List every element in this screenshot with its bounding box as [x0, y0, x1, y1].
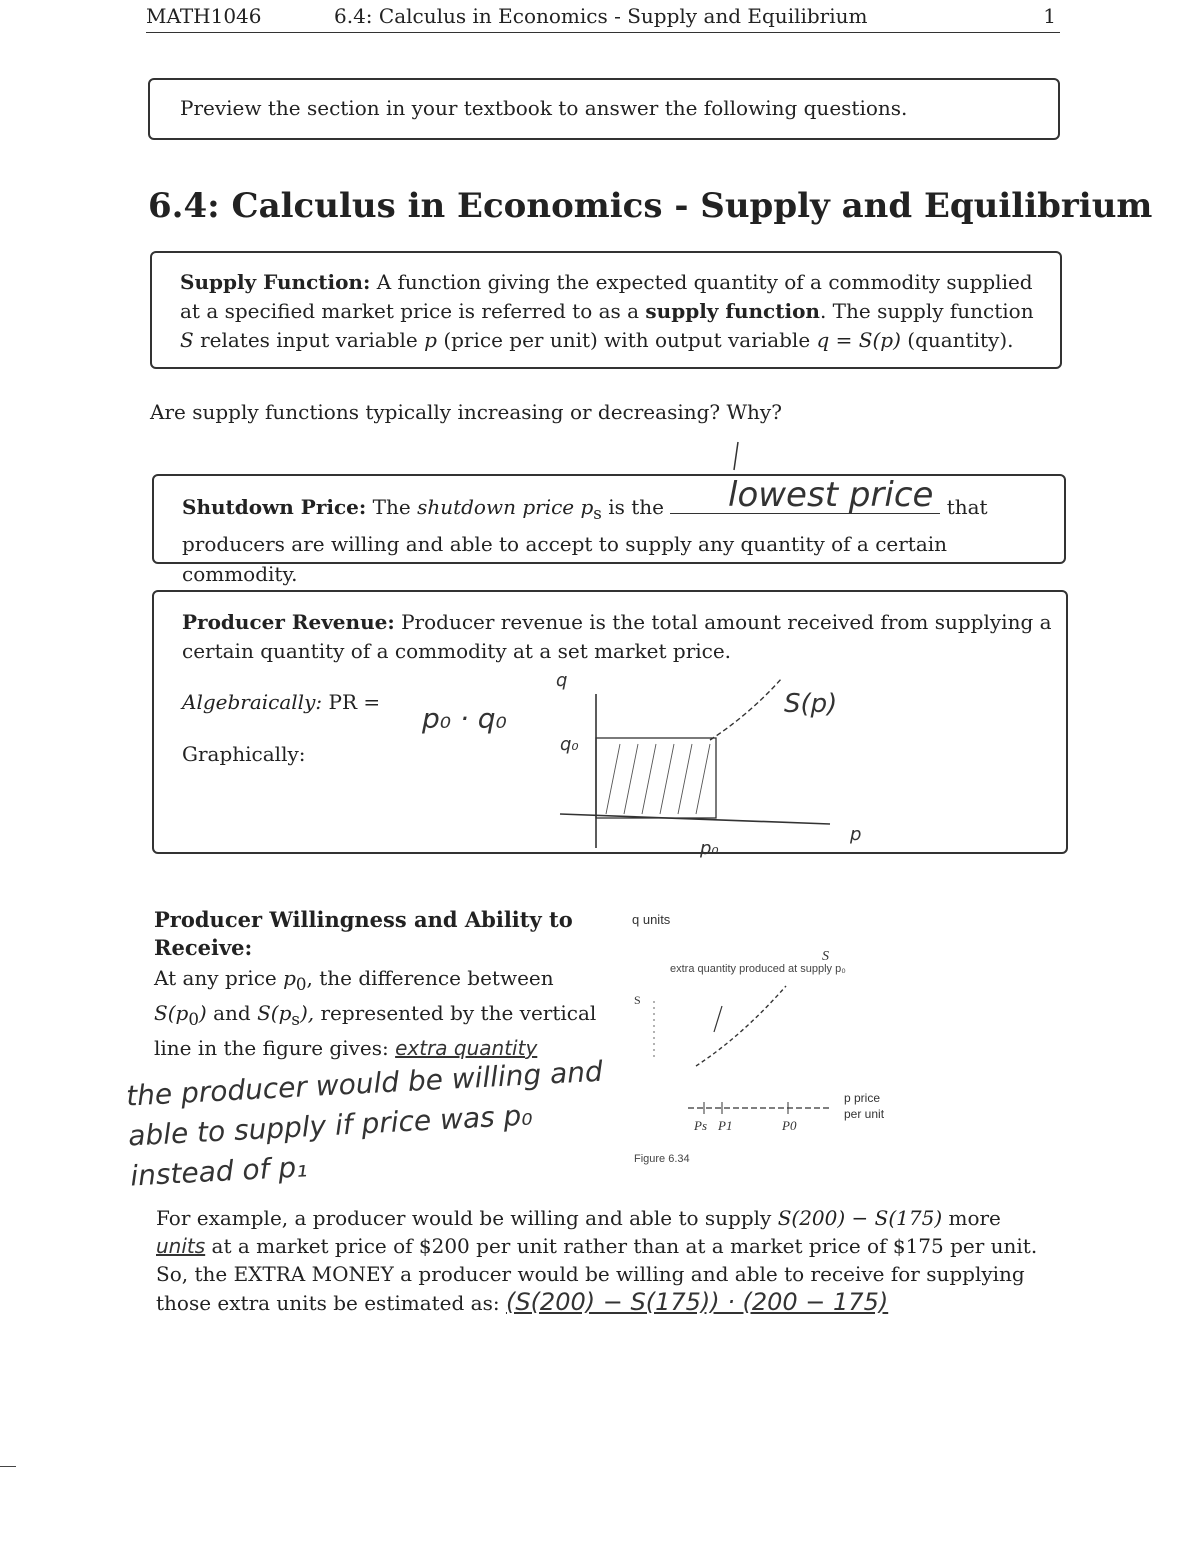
shutdown-term: Shutdown Price:	[182, 495, 367, 519]
will-handwritten-answer: extra quantity	[395, 1036, 538, 1060]
header-title: 6.4: Calculus in Economics - Supply and Equilibrium	[334, 4, 868, 28]
supply-question: Are supply functions typically increasing or decreasing? Why?	[150, 400, 782, 424]
example-handwritten-units: units	[156, 1234, 206, 1258]
shutdown-subscript: s	[593, 504, 602, 523]
algebraically-label: Algebraically:	[182, 690, 323, 714]
supply-text-3: relates input variable	[200, 328, 418, 352]
will-expr-2-end: ),	[299, 1001, 315, 1025]
will-expr-2: S(p	[257, 1001, 292, 1025]
revenue-handwritten-graph	[410, 664, 870, 864]
supply-function-term: Supply Function:	[180, 270, 371, 294]
fig-left-mark: S	[634, 993, 641, 1007]
revenue-text: Producer revenue is the total amount received from supplying a certain quantity of a commodity at a set market price.	[182, 610, 1052, 663]
graph-curve-label: S(p)	[784, 689, 838, 719]
fig-x-label-2: per unit	[844, 1107, 885, 1121]
course-code: MATH1046	[146, 4, 262, 28]
fig-y-label: q units	[632, 912, 671, 927]
revenue-term: Producer Revenue:	[182, 610, 395, 634]
section-title: 6.4: Calculus in Economics - Supply and Equilibrium	[148, 186, 1153, 226]
will-text-2: , the difference between	[306, 966, 554, 990]
supply-text-5: (quantity).	[907, 328, 1014, 352]
supply-function-bold: supply function	[645, 299, 820, 323]
graphically-label: Graphically:	[182, 742, 306, 766]
shutdown-handwriting	[700, 440, 1020, 520]
fig-tick-label-p0: P0	[782, 1118, 797, 1133]
supply-text-4: (price per unit) with output variable	[443, 328, 811, 352]
shutdown-handwritten-answer: lowest price	[728, 475, 934, 515]
example-handwritten-answer: (S(200) − S(175)) · (200 − 175)	[505, 1288, 889, 1316]
figure-6-34	[622, 906, 912, 1176]
will-text-3: and	[213, 1001, 251, 1025]
producer-revenue-definition	[182, 608, 1052, 666]
page-header	[146, 2, 1060, 33]
will-expr-1: S(p	[154, 1001, 189, 1025]
example-expr: S(200) − S(175)	[777, 1206, 943, 1230]
supply-curve	[710, 678, 782, 740]
example-text-2: more	[948, 1206, 1001, 1230]
will-expr-1-end: )	[198, 1001, 207, 1025]
willingness-heading: Producer Willingness and Ability to Receive:	[154, 907, 573, 960]
scan-mark	[0, 1466, 16, 1467]
graph-q0-label: q₀	[560, 734, 579, 755]
revenue-hatching	[606, 744, 710, 814]
supply-text-1: A function giving the expected quantity of a commodity supplied at a specified market price is referred to as a	[180, 270, 1033, 323]
supply-function-box	[150, 251, 1062, 369]
will-expr-2-sub: s	[291, 1010, 300, 1029]
fig-vertical-line	[714, 1006, 722, 1032]
will-text-4: represented by the vertical line in the figure gives:	[154, 1001, 597, 1060]
example-text-3: at a market price of $200 per unit rather than at a market price of $175 per unit. So, the EXTRA MONEY a producer would be willing and able to receive for supplying those extra units be estimated as:	[156, 1234, 1038, 1315]
pr-label: PR =	[328, 690, 381, 714]
graph-y-label: q	[556, 670, 568, 691]
var-p: p	[424, 328, 437, 352]
fig-curve-label: S	[822, 949, 829, 964]
var-s: S	[180, 328, 194, 352]
will-var-p0: p	[283, 966, 296, 990]
willingness-handwritten-note: the producer would be willing and able to supply if price was p₀ instead of p₁	[125, 1054, 604, 1193]
fig-tick-label-ps: Ps	[694, 1118, 707, 1133]
algebraic-row	[182, 688, 380, 717]
supply-function-definition	[180, 268, 1040, 355]
graph-p0-label: p₀	[700, 838, 719, 859]
will-text-1: At any price	[154, 966, 277, 990]
preview-text: Preview the section in your textbook to answer the following questions.	[180, 96, 908, 120]
example-paragraph	[156, 1204, 1046, 1317]
supply-text-2: . The supply function	[819, 299, 1034, 323]
shutdown-var: p	[580, 495, 594, 519]
page-number: 1	[1043, 4, 1056, 28]
supply-formula: q = S(p)	[816, 328, 901, 352]
will-sub-0: 0	[295, 975, 307, 994]
shutdown-text-3: that producers are willing and able to accept to supply any quantity of a certain commodity.	[182, 495, 988, 586]
graph-x-label: p	[850, 824, 862, 845]
preview-box	[148, 78, 1060, 140]
willingness-text	[154, 964, 609, 1063]
graph-x-axis	[560, 814, 830, 824]
fig-tick-label-p1: P1	[718, 1118, 733, 1133]
shutdown-text-1: The	[372, 495, 411, 519]
revenue-handwritten-formula: p₀ · q₀	[422, 702, 507, 735]
shutdown-text-2: is the	[608, 495, 664, 519]
fig-supply-curve	[696, 986, 786, 1066]
fig-caption: Figure 6.34	[634, 1153, 690, 1165]
fig-annotation: extra quantity produced at supply p₀	[670, 963, 846, 975]
will-expr-1-sub: 0	[188, 1010, 199, 1029]
shutdown-italic-term: shutdown price	[417, 495, 575, 519]
example-text-1: For example, a producer would be willing and able to supply	[156, 1206, 772, 1230]
fig-x-label-1: p price	[844, 1091, 881, 1105]
